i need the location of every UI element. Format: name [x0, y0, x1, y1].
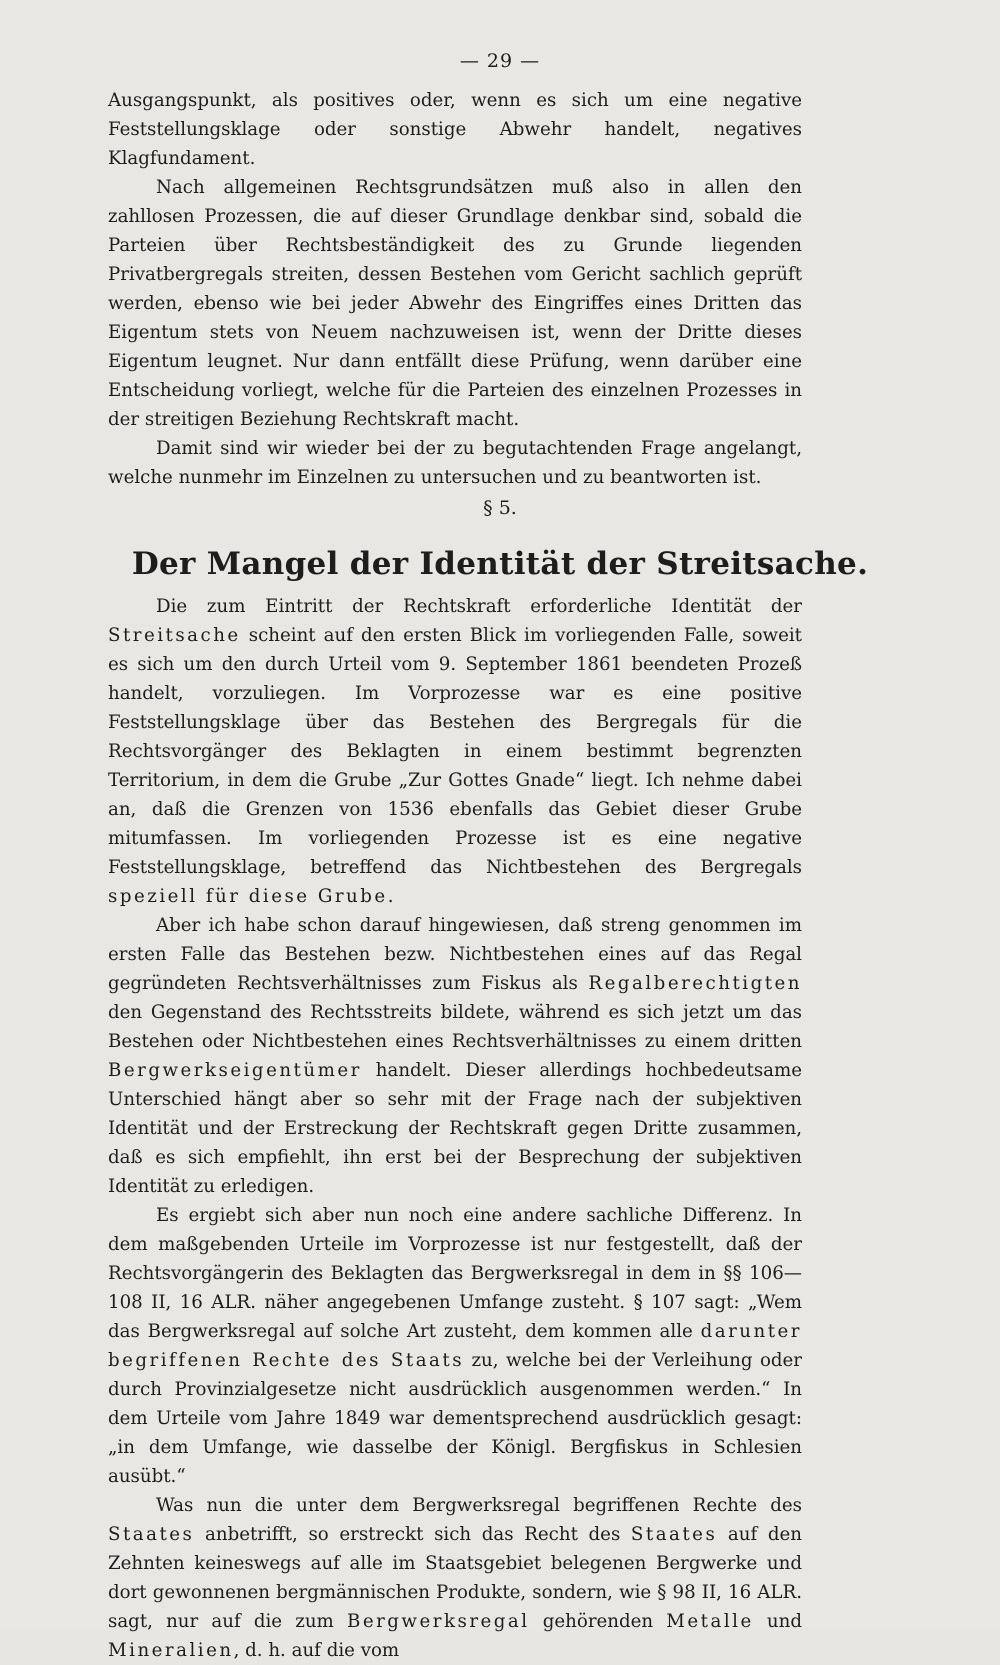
intro-text [108, 86, 802, 492]
section-body [108, 592, 802, 1665]
text-run: Es ergiebt sich aber nun noch eine andere sachliche Differenz. In dem maßgebenden Urteile im Vorprozesse ist nur festgestellt, daß der Rechtsvorgängerin des Beklagten das Bergwerksregal in dem in §§ 106—108 II, 16 ALR. näher angegebenen Umfange zusteht. § 107 sagt: „Wem das Bergwerksregal auf solche Art zusteht, dem kommen alle [108, 1205, 802, 1342]
text-run: anbetrifft, so erstreckt sich das Recht des [194, 1524, 631, 1545]
emphasized-text: Regalberechtigten [588, 973, 802, 994]
body-paragraph-3 [108, 1201, 802, 1491]
body-paragraph-2 [108, 911, 802, 1201]
section-title: Der Mangel der Identität der Streitsache. [131, 546, 869, 582]
emphasized-text: Bergwerksregal [346, 1611, 530, 1632]
text-run: scheint auf den ersten Blick im vorliegenden Falle, soweit es sich um den durch Urteil vom 9. September 1861 beendeten Prozeß handelt, vorzuliegen. Im Vorprozesse war es eine positive Feststellungsklage über das Bestehen des Bergregals für die Rechtsvorgänger des Beklagten in einem bestimmt begrenzten Territorium, in dem die Grube „Zur Gottes Gnade“ liegt. Ich nehme dabei an, daß die Grenzen von 1536 ebenfalls das Gebiet dieser Grube mitumfassen. Im vorliegenden Prozesse ist es eine negative Feststellungsklage, betreffend das Nichtbestehen des Bergregals [108, 625, 802, 878]
intro-paragraph-3: Damit sind wir wieder bei der zu begutachtenden Frage angelangt, welche nunmehr im Einzelnen zu untersuchen und zu beantworten ist. [108, 438, 802, 488]
intro-paragraph-1: Ausgangspunkt, als positives oder, wenn es sich um eine negative Feststellungsklage oder sonstige Abwehr handelt, negatives Klagfundament. [108, 90, 802, 169]
text-run: gehörenden [529, 1611, 667, 1632]
emphasized-text: Staates [630, 1524, 718, 1545]
emphasized-text: speziell für diese Grube [108, 886, 388, 907]
page-number: — 29 — [459, 50, 541, 72]
text-run: auf den Zehnten keineswegs auf alle im Staatsgebiet belegenen Bergwerke und dort gewonnenen bergmännischen Produkte, sondern, wie § 98 II, 16 ALR. sagt, nur auf die zum [108, 1524, 802, 1632]
text-run: zu, welche bei der Verleihung oder durch Provinzialgesetze nicht ausdrücklich ausgenommen werden.“ In dem Urteile vom Jahre 1849 war dementsprechend ausdrücklich gesagt: „in dem Umfange, wie dasselbe der Königl. Bergfiskus in Schlesien ausübt.“ [108, 1350, 802, 1487]
body-paragraph-1 [108, 592, 802, 911]
section-number: § 5. [483, 497, 517, 519]
emphasized-text: Metalle [666, 1611, 754, 1632]
emphasized-text: Mineralien [108, 1640, 234, 1661]
text-run: , d. h. auf die vom [233, 1640, 400, 1661]
intro-paragraph-2: Nach allgemeinen Rechtsgrundsätzen muß also in allen den zahllosen Prozessen, die auf dieser Grundlage denkbar sind, sobald die Parteien über Rechtsbeständigkeit des zu Grunde liegenden Privatbergregals streiten, dessen Bestehen vom Gericht sachlich geprüft werden, ebenso wie bei jeder Abwehr des Eingriffes eines Dritten das Eigentum stets von Neuem nachzuweisen ist, wenn der Dritte dieses Eigentum leugnet. Nur dann entfällt diese Prüfung, wenn darüber eine Entscheidung vorliegt, welche für die Parteien des einzelnen Prozesses in der streitigen Beziehung Rechtskraft macht. [108, 177, 802, 430]
emphasized-text: Bergwerkseigentümer [108, 1060, 362, 1081]
text-run: Die zum Eintritt der Rechtskraft erforderliche Identität der [156, 596, 802, 617]
text-run: Aber ich habe schon darauf hingewiesen, daß streng genommen im ersten Falle das Bestehen bezw. Nichtbestehen eines auf das Regal gegründeten Rechtsverhältnisses zum Fiskus als [108, 915, 802, 994]
text-run: den Gegenstand des Rechtsstreits bildete, während es sich jetzt um das Bestehen oder Nichtbestehen eines Rechtsverhältnisses zu einem dritten [108, 1002, 802, 1052]
emphasized-text: Streitsache [108, 625, 241, 646]
text-run: handelt. Dieser allerdings hochbedeutsame Unterschied hängt aber so sehr mit der Frage nach der subjektiven Identität und der Erstreckung der Rechtskraft gegen Dritte zusammen, daß es sich empfiehlt, ihn erst bei der Besprechung der subjektiven Identität zu erledigen. [108, 1060, 802, 1197]
emphasized-text: Staates [108, 1524, 195, 1545]
text-run: Was nun die unter dem Bergwerksregal begriffenen Rechte des [156, 1495, 802, 1516]
emphasized-text: darunter begriffenen Rechte des Staats [108, 1321, 802, 1371]
text-run: . [387, 886, 394, 907]
body-paragraph-4 [108, 1491, 802, 1665]
text-run: und [753, 1611, 802, 1632]
